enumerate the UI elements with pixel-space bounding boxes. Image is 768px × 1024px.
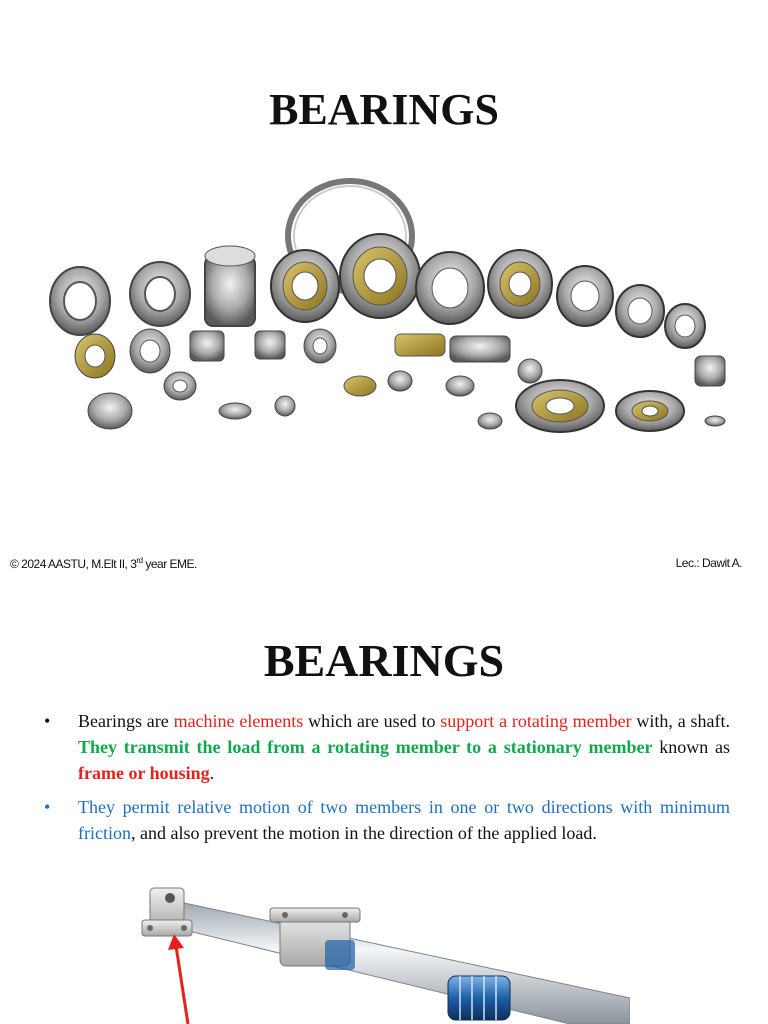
slide-1-title: BEARINGS — [269, 85, 499, 134]
bullet-item-1: • Bearings are machine elements which are used to support a rotating member with, a shaft. They transmit the load from a rotating member to a stationary member known as frame or housing. — [44, 708, 730, 786]
bullet-marker: • — [44, 797, 51, 817]
slide-2-title: BEARINGS — [263, 635, 505, 686]
slide-1-footer-lecturer: Lec.: Dawit A. — [675, 556, 742, 570]
bullet-list — [44, 708, 730, 854]
bearing-collection-icon — [40, 176, 740, 446]
slide-2 — [0, 590, 768, 1024]
bullet-item-2: • They permit relative motion of two members in one or two directions with minimum friction, and also prevent the motion in the direction of the applied load. — [44, 794, 730, 846]
slide-1-footer-copyright: © 2024 AASTU, M.Elt II, 3rd year EME. — [10, 556, 197, 571]
linear-bearing-shaft-icon — [130, 880, 630, 1024]
bullet-marker: • — [44, 711, 51, 731]
